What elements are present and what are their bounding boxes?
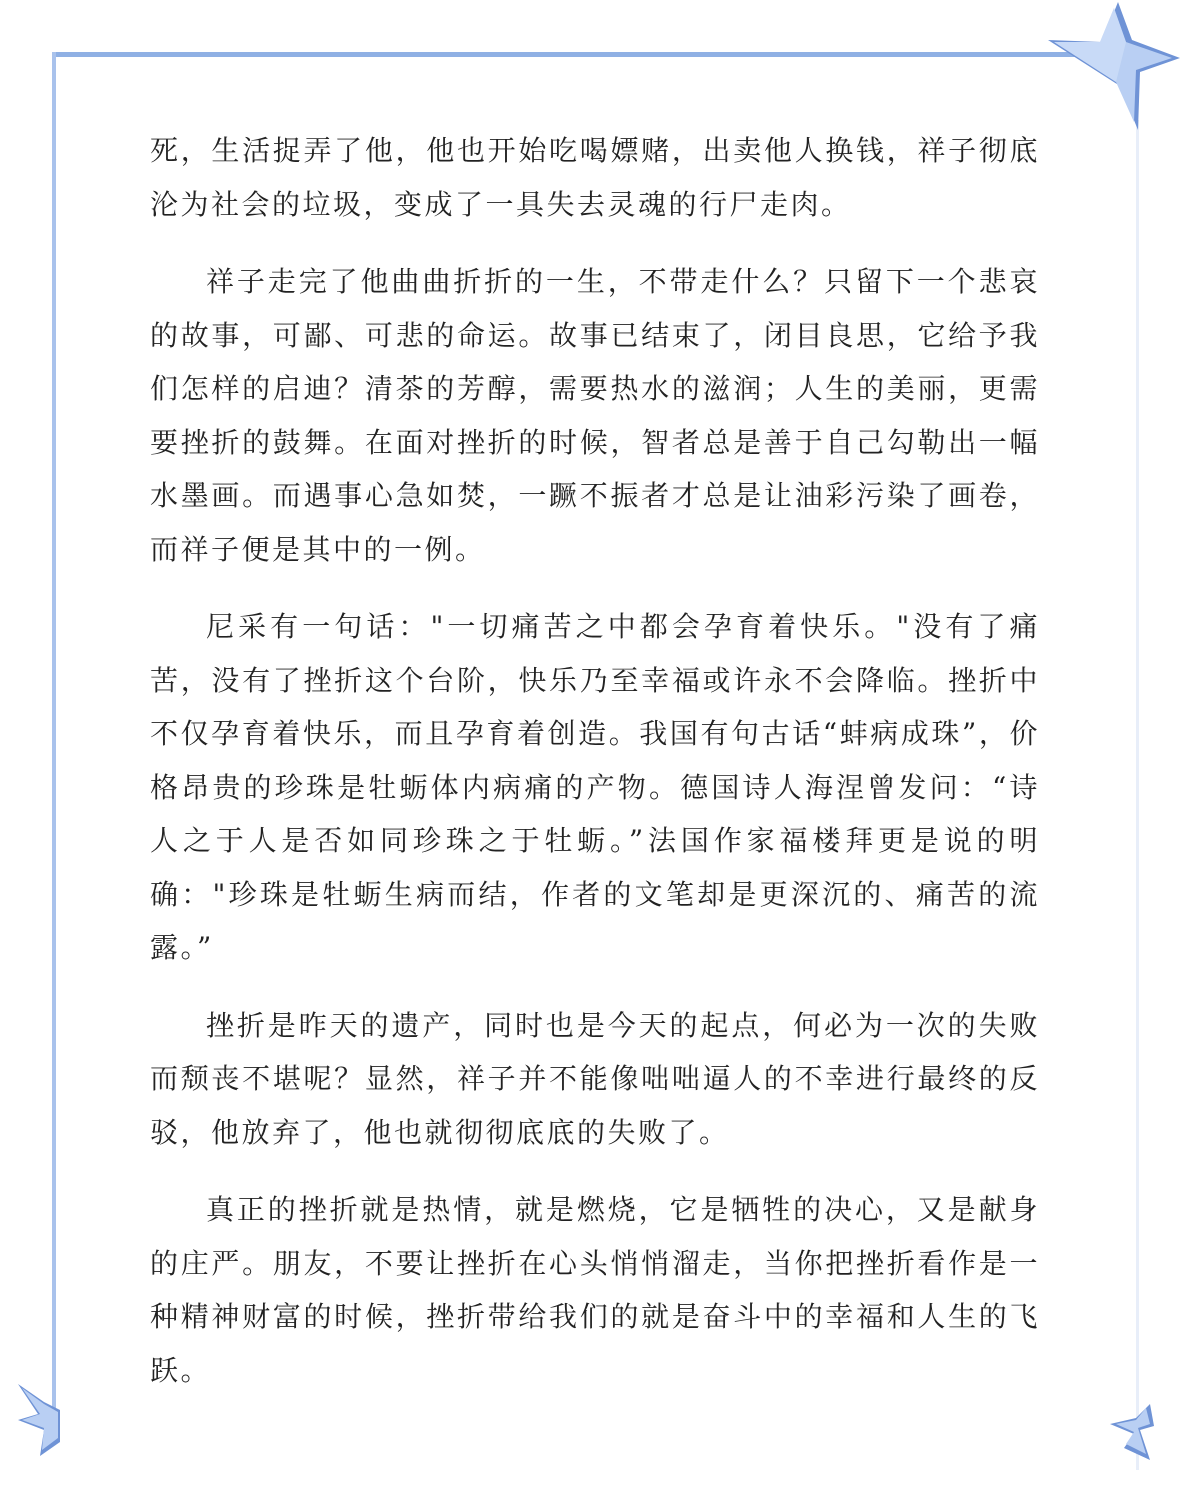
essay-paragraph: 尼采有一句话："一切痛苦之中都会孕育着快乐。"没有了痛苦，没有了挫折这个台阶，快乐乃至幸福或许永不会降临。挫折中不仅孕育着快乐，而且孕育着创造。我国有句古话“蚌病成珠”，价格昂贵的珍珠是牡蛎体内病痛的产物。德国诗人海涅曾发问：“诗人之于人是否如同珍珠之于牡蛎。”法国作家福楼拜更是说的明确："珍珠是牡蛎生病而结，作者的文笔却是更深沉的、痛苦的流露。” <box>150 610 1040 964</box>
essay-paragraph: 真正的挫折就是热情，就是燃烧，它是牺牲的决心，又是献身的庄严。朋友，不要让挫折在心头悄悄溜走，当你把挫折看作是一种精神财富的时候，挫折带给我们的就是奋斗中的幸福和人生的飞跃。 <box>150 1193 1040 1387</box>
frame-top-border <box>54 52 1084 57</box>
essay-paragraph: 挫折是昨天的遗产，同时也是今天的起点，何必为一次的失败而颓丧不堪呢？显然，祥子并不能像咄咄逼人的不幸进行最终的反驳，他放弃了，他也就彻彻底底的失败了。 <box>150 1008 1040 1149</box>
frame-right-border <box>1136 120 1139 1470</box>
star-icon <box>1110 1396 1154 1472</box>
essay-body <box>150 124 1040 1397</box>
essay-paragraph: 祥子走完了他曲曲折折的一生，不带走什么？只留下一个悲哀的故事，可鄙、可悲的命运。故事已结束了，闭目良思，它给予我们怎样的启迪？清茶的芳醇，需要热水的滋润；人生的美丽，更需要挫折的鼓舞。在面对挫折的时候，智者总是善于自己勾勒出一幅水墨画。而遇事心急如焚，一蹶不振者才总是让油彩污染了画卷，而祥子便是其中的一例。 <box>150 265 1040 566</box>
essay-paragraph: 死，生活捉弄了他，他也开始吃喝嫖赌，出卖他人换钱，祥子彻底沦为社会的垃圾，变成了一具失去灵魂的行尸走肉。 <box>150 134 1040 221</box>
star-icon <box>1040 0 1182 140</box>
frame-left-border <box>52 52 56 1442</box>
star-icon <box>14 1380 60 1460</box>
